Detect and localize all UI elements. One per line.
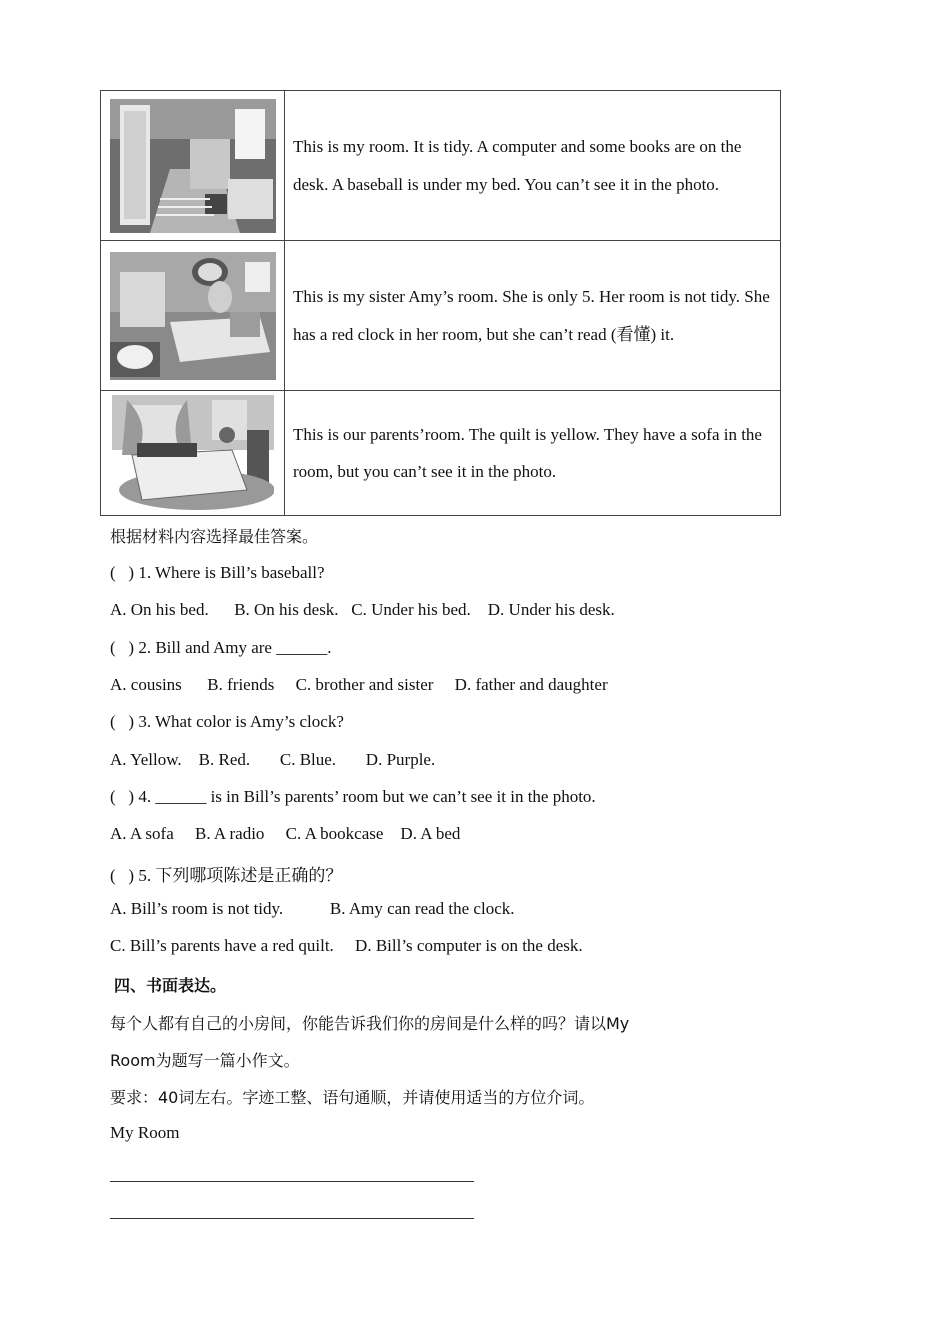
- table-row: [101, 91, 781, 241]
- question-4-options: A. A sofa B. A radio C. A bookcase D. A bed: [110, 824, 461, 843]
- writing-prompt: 每个人都有自己的小房间，你能告诉我们你的房间是什么样的吗？请以My: [110, 1014, 630, 1033]
- instruction-text: 根据材料内容选择最佳答案。: [110, 527, 319, 546]
- question-2: ( ) 2. Bill and Amy are ______.: [110, 638, 332, 657]
- question-1: ( ) 1. Where is Bill’s baseball?: [110, 563, 325, 582]
- answer-line[interactable]: [110, 1218, 474, 1219]
- question-3: ( ) 3. What color is Amy’s clock?: [110, 712, 344, 731]
- description-cell: This is my room. It is tidy. A computer and some books are on the desk. A baseball is under my bed. You can’t see it in the photo.: [285, 91, 781, 241]
- essay-title: My Room: [110, 1123, 180, 1142]
- writing-prompt-continued: Room为题写一篇小作文。: [110, 1051, 300, 1070]
- image-cell: [101, 391, 285, 516]
- question-2-options: A. cousins B. friends C. brother and sister D. father and daughter: [110, 675, 608, 694]
- question-1-options: A. On his bed. B. On his desk. C. Under his bed. D. Under his desk.: [110, 600, 615, 619]
- parents-bedroom-photo: [112, 395, 274, 511]
- question-4: ( ) 4. ______ is in Bill’s parents’ room but we can’t see it in the photo.: [110, 787, 596, 806]
- table-row: [101, 391, 781, 516]
- messy-kids-room-photo: [110, 252, 276, 380]
- reading-table: [100, 90, 781, 516]
- section-heading: 四、书面表达。: [114, 976, 227, 995]
- description-cell: This is our parents’room. The quilt is yellow. They have a sofa in the room, but you can’t see it in the photo.: [285, 391, 781, 516]
- writing-requirement: 要求：40词左右。字迹工整、语句通顺，并请使用适当的方位介词。: [110, 1088, 595, 1107]
- description-cell: This is my sister Amy’s room. She is only 5. Her room is not tidy. She has a red clock in her room, but she can’t read (看懂) it.: [285, 241, 781, 391]
- table-row: [101, 241, 781, 391]
- question-3-options: A. Yellow. B. Red. C. Blue. D. Purple.: [110, 750, 436, 769]
- image-cell: [101, 241, 285, 391]
- answer-line[interactable]: [110, 1181, 474, 1182]
- image-cell: [101, 91, 285, 241]
- question-5-options-c-d: C. Bill’s parents have a red quilt. D. Bill’s computer is on the desk.: [110, 936, 583, 955]
- question-5-options-a-b: A. Bill’s room is not tidy. B. Amy can read the clock.: [110, 899, 515, 918]
- tidy-bedroom-photo: [110, 99, 276, 233]
- question-5: ( ) 5. 下列哪项陈述是正确的？: [110, 866, 343, 885]
